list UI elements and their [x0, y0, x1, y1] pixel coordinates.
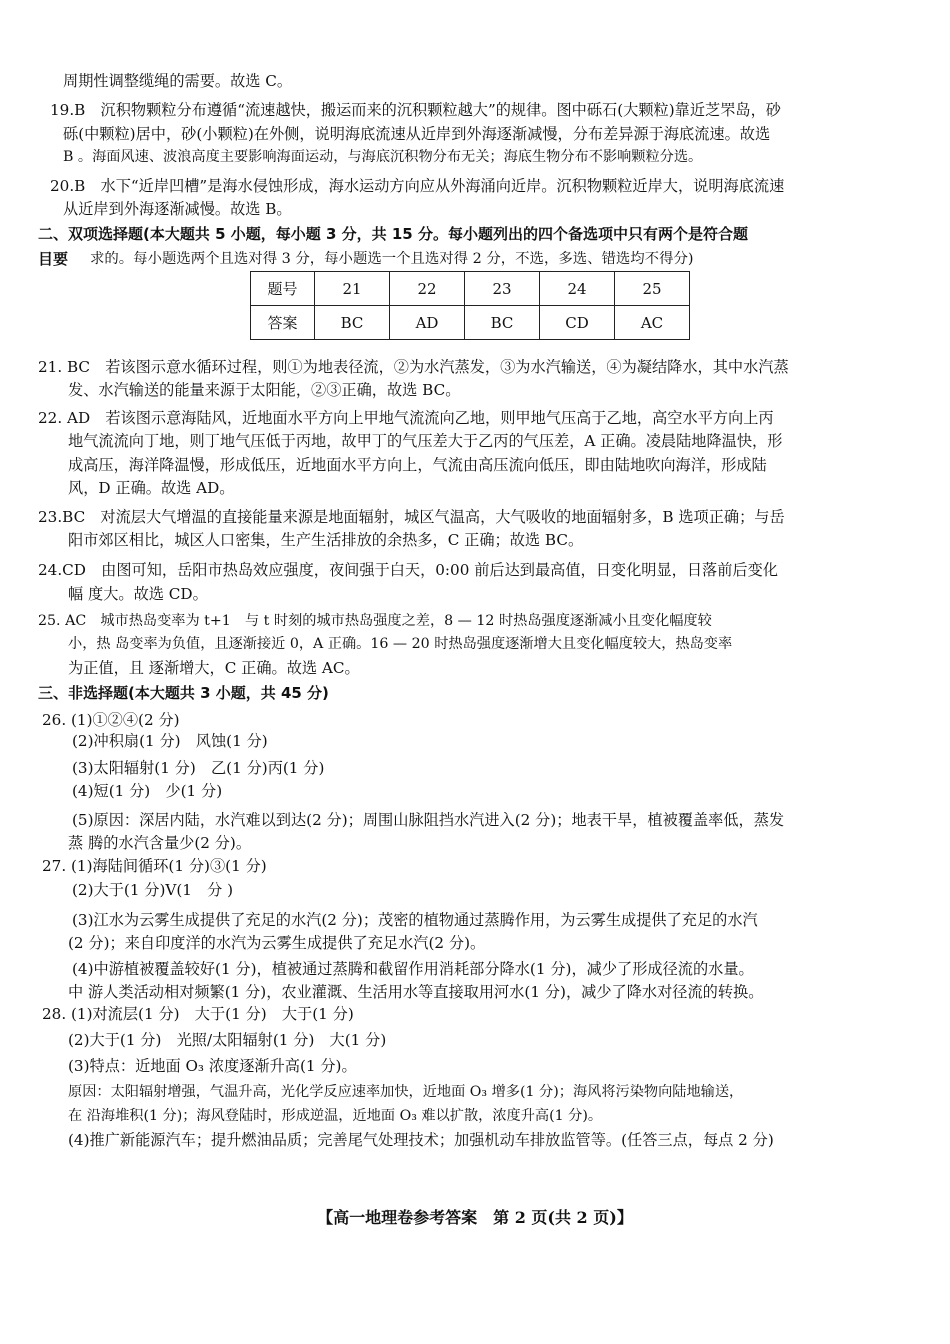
- text-line: 砾(中颗粒)居中，砂(小颗粒)在外侧，说明海底流速从近岸到外海逐渐减慢，分布差异源于海底流速。故选: [63, 125, 771, 143]
- section-heading-2: 二、双项选择题(本大题共 5 小题，每小题 3 分，共 15 分。每小题列出的四个备选项中只有两个是符合题: [38, 225, 748, 243]
- text-line: 幅 度大。故选 CD。: [68, 585, 208, 603]
- section-heading-3: 三、非选择题(本大题共 3 小题，共 45 分): [38, 684, 329, 702]
- table-cell: BC: [315, 306, 390, 340]
- table-row-answers: [251, 306, 690, 340]
- table-cell: AC: [615, 306, 690, 340]
- text-line: 从近岸到外海逐渐减慢。故选 B。: [63, 200, 292, 218]
- table-cell: BC: [465, 306, 540, 340]
- table-cell: 23: [465, 272, 540, 306]
- text-line: 发、水汽输送的能量来源于太阳能，②③正确，故选 BC。: [68, 381, 461, 399]
- text-line: (2 分)；来自印度洋的水汽为云雾生成提供了充足水汽(2 分)。: [68, 934, 486, 952]
- table-cell: AD: [390, 306, 465, 340]
- table-cell: 25: [615, 272, 690, 306]
- text-line: (2)冲积扇(1 分) 风蚀(1 分): [72, 732, 268, 750]
- answer-25: 25. AC 城市热岛变率为 t+1 与 t 时刻的城市热岛强度之差，8 — 12 时热岛强度逐渐减小且变化幅度较: [38, 613, 712, 629]
- text-line: (4)推广新能源汽车；提升燃油品质；完善尾气处理技术；加强机动车排放监管等。(任答三点，每点 2 分): [68, 1131, 774, 1149]
- text-line: 成高压，海洋降温慢，形成低压，近地面水平方向上，气流由高压流向低压，即由陆地吹向海洋，形成陆: [68, 456, 767, 474]
- section-heading-2-cont: 目要: [38, 250, 69, 268]
- answer-23: 23.BC 对流层大气增温的直接能量来源是地面辐射，城区气温高，大气吸收的地面辐射多，B 选项正确；与岳: [38, 508, 785, 526]
- text-line: 中 游人类活动相对频繁(1 分)，农业灌溉、生活用水等直接取用河水(1 分)，减少了降水对径流的转换。: [68, 983, 764, 1001]
- text-line: (5)原因：深居内陆，水汽难以到达(2 分)；周围山脉阻挡水汽进入(2 分)；地表干旱，植被覆盖率低，蒸发: [72, 811, 785, 829]
- answer-24: 24.CD 由图可知，岳阳市热岛效应强度，夜间强于白天，0:00 前后达到最高值，日变化明显，日落前后变化: [38, 561, 778, 579]
- text-line: (2)大于(1 分)Ⅴ(1 分 ): [72, 881, 234, 899]
- answer-26: 26. (1)①②④(2 分): [42, 711, 180, 729]
- text-line: 地气流流向丁地，则丁地气压低于丙地，故甲丁的气压差大于乙丙的气压差，A 正确。凌晨陆地降温快，形: [68, 432, 783, 450]
- table-cell: CD: [540, 306, 615, 340]
- text-line: (4)中游植被覆盖较好(1 分)，植被通过蒸腾和截留作用消耗部分降水(1 分)，减少了形成径流的水量。: [72, 960, 754, 978]
- answer-19: 19.B 沉积物颗粒分布遵循“流速越快，搬运而来的沉积颗粒越大”的规律。图中砾石(大颗粒)靠近芝罘岛，砂: [50, 101, 781, 119]
- text-line: 周期性调整缆绳的需要。故选 C。: [63, 72, 293, 90]
- answer-27: 27. (1)海陆间循环(1 分)③(1 分): [42, 857, 267, 875]
- text-line: (4)短(1 分) 少(1 分): [72, 782, 223, 800]
- answer-table: [250, 271, 690, 340]
- text-line: 原因：太阳辐射增强，气温升高，光化学反应速率加快，近地面 O₃ 增多(1 分)；海风将污染物向陆地输送，: [68, 1084, 744, 1100]
- table-row-numbers: [251, 272, 690, 306]
- table-header-cell: 题号: [251, 272, 315, 306]
- page-footer: 【高一地理卷参考答案 第 2 页(共 2 页)】: [317, 1208, 633, 1227]
- table-cell: 24: [540, 272, 615, 306]
- text-line: B 。海面风速、波浪高度主要影响海面运动，与海底沉积物分布无关；海底生物分布不影响颗粒分选。: [63, 149, 703, 165]
- table-header-cell: 答案: [251, 306, 315, 340]
- text-line: 阳市郊区相比，城区人口密集，生产生活排放的余热多，C 正确；故选 BC。: [68, 531, 584, 549]
- text-line: (3)特点：近地面 O₃ 浓度逐渐升高(1 分)。: [68, 1057, 357, 1075]
- answer-22: 22. AD 若该图示意海陆风，近地面水平方向上甲地气流流向乙地，则甲地气压高于乙地，高空水平方向上丙: [38, 409, 774, 427]
- text-line: (3)太阳辐射(1 分) 乙(1 分)丙(1 分): [72, 759, 325, 777]
- answer-28: 28. (1)对流层(1 分) 大于(1 分) 大于(1 分): [42, 1005, 354, 1023]
- answer-20: 20.B 水下“近岸凹槽”是海水侵蚀形成，海水运动方向应从外海涌向近岸。沉积物颗粒近岸大，说明海底流速: [50, 177, 785, 195]
- text-line: 蒸 腾的水汽含量少(2 分)。: [68, 834, 252, 852]
- text-line: 在 沿海堆积(1 分)；海风登陆时，形成逆温，近地面 O₃ 难以扩散，浓度升高(1 分)。: [68, 1108, 603, 1124]
- text-line: 小，热 岛变率为负值，且逐渐接近 0，A 正确。16 — 20 时热岛强度逐渐增大且变化幅度较大，热岛变率: [68, 636, 733, 652]
- table-cell: 21: [315, 272, 390, 306]
- section-note: 求的。每小题选两个且选对得 3 分，每小题选一个且选对得 2 分，不选，多选、错选均不得分): [90, 251, 694, 267]
- text-line: 风，D 正确。故选 AD。: [68, 479, 235, 497]
- text-line: (2)大于(1 分) 光照/太阳辐射(1 分) 大(1 分): [68, 1031, 387, 1049]
- text-line: (3)江水为云雾生成提供了充足的水汽(2 分)；茂密的植物通过蒸腾作用，为云雾生成提供了充足的水汽: [72, 911, 758, 929]
- text-line: 为正值，且 逐渐增大，C 正确。故选 AC。: [68, 659, 360, 677]
- answer-21: 21. BC 若该图示意水循环过程，则①为地表径流，②为水汽蒸发，③为水汽输送，④为凝结降水，其中水汽蒸: [38, 358, 789, 376]
- table-cell: 22: [390, 272, 465, 306]
